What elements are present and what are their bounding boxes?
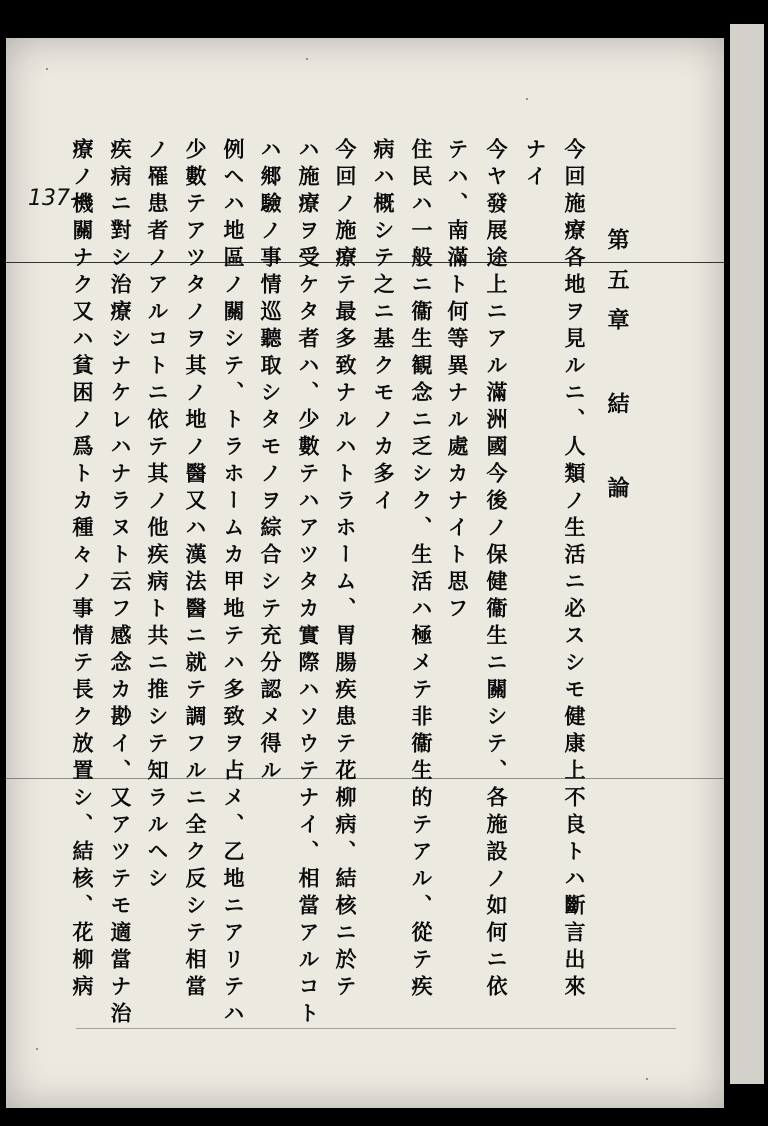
chapter-heading: 第五章 結 論	[604, 228, 630, 516]
document-page	[6, 38, 724, 1108]
text-column-8: ハ施療ヲ受ケタ者ハ、少數テハアツタカ實際ハソウテナイ、相當アルコト	[296, 138, 321, 1029]
paper-speck	[306, 58, 308, 60]
text-column-3: 今ヤ發展途上ニアル滿洲國今後ノ保健衞生ニ關シテ、各施設ノ如何ニ依	[484, 138, 509, 1002]
text-column-11: 少數テアツタノヲ其ノ地ノ醫又ハ漢法醫ニ就テ調フルニ全ク反シテ相當	[183, 138, 208, 1002]
text-column-1: 今回施療各地ヲ見ルニ、人類ノ生活ニ必スシモ健康上不良トハ斷言出來	[562, 138, 587, 1002]
paper-speck	[46, 68, 48, 70]
text-column-7: 今回ノ施療テ最多致ナルハトラホーム、胃腸疾患テ花柳病、結核ニ於テ	[333, 138, 358, 1002]
paper-speck	[646, 1078, 648, 1080]
adjacent-page-edge	[730, 24, 764, 1084]
text-column-4: テハ、南滿ト何等異ナル處カナイト思フ	[445, 138, 470, 624]
text-column-12: ノ罹患者ノアルコトニ依テ其ノ他疾病ト共ニ推シテ知ラルヘシ	[145, 138, 170, 894]
paper-speck	[36, 1048, 38, 1050]
paper-speck	[526, 98, 528, 100]
text-column-9: ハ郷驗ノ事情巡聽取シタモノヲ綜合シテ充分認メ得ル	[258, 138, 283, 786]
text-column-14: 療ノ機關ナク又ハ貧困ノ爲トカ種々ノ事情テ長ク放置シ、結核、花柳病	[70, 138, 95, 1002]
text-column-13: 疾病ニ對シ治療シナケレハナラヌト云フ感念カ尠イ、又アツテモ適當ナ治	[108, 138, 133, 1029]
margin-note: 137-	[28, 186, 78, 211]
text-column-10: 例ヘハ地區ノ關シテ、トラホームカ甲地テハ多致ヲ占メ、乙地ニアリテハ	[221, 138, 246, 1029]
horizontal-rule-bottom	[76, 1028, 676, 1029]
text-column-5: 住民ハ一般ニ衞生観念ニ乏シク、生活ハ極メテ非衞生的テアル、從テ疾	[409, 138, 434, 1002]
text-column-2: ナイ	[523, 138, 548, 192]
text-column-6: 病ハ概シテ之ニ基クモノカ多イ	[371, 138, 396, 516]
